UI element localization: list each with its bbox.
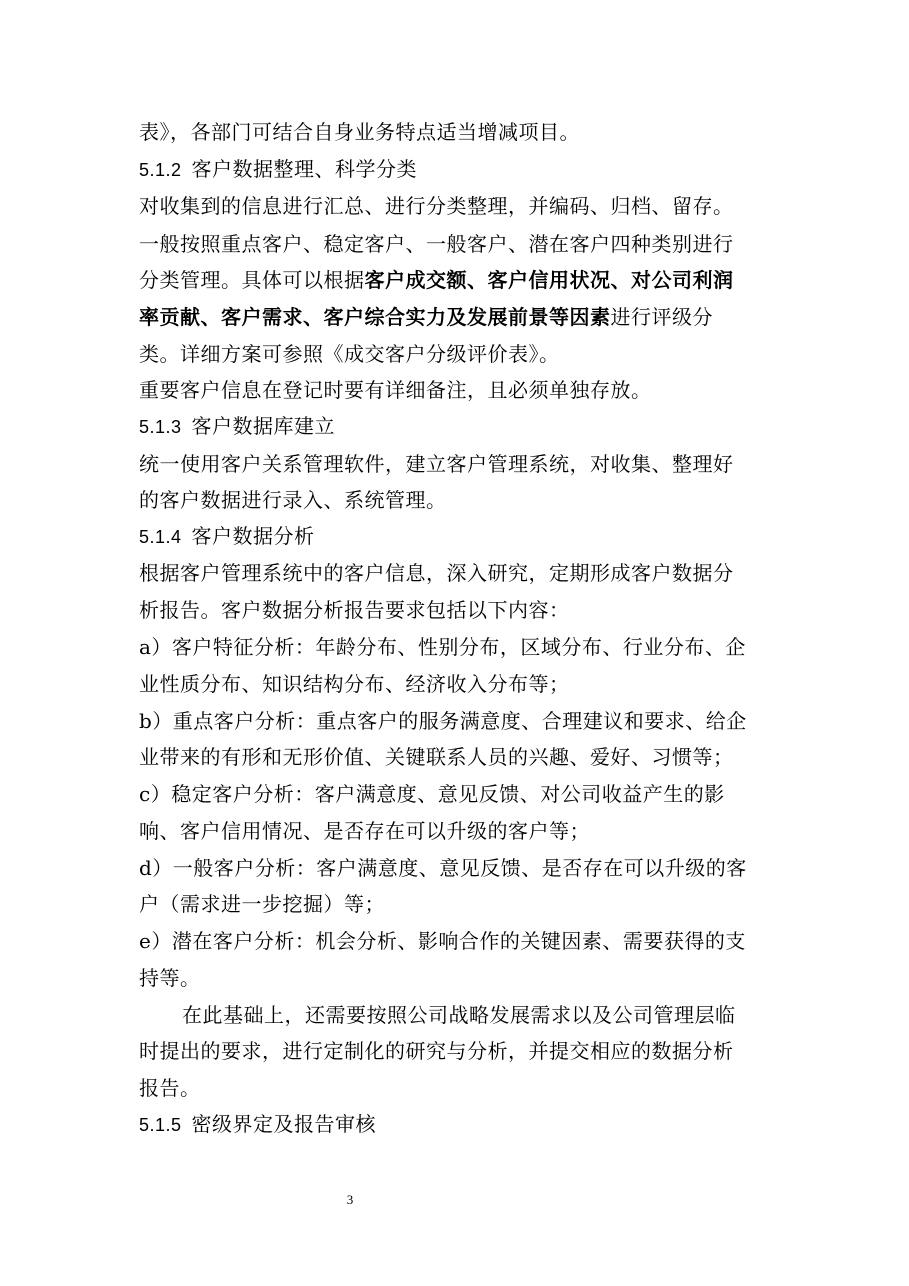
body-line: 业带来的有形和无形价值、关键联系人员的兴趣、爱好、习惯等； [139, 745, 734, 769]
section-heading-5-1-3 [139, 411, 335, 442]
section-title: 密级界定及报告审核 [191, 1112, 377, 1136]
body-line: 持等。 [139, 966, 201, 990]
section-heading-5-1-4 [139, 521, 315, 552]
section-title: 客户数据整理、科学分类 [191, 157, 418, 181]
body-line: 报告。 [139, 1076, 201, 1100]
body-line: 业性质分布、知识结构分布、经济收入分布等； [139, 672, 570, 696]
body-text: 分类管理。具体可以根据 [139, 268, 365, 292]
body-line: 的客户数据进行录入、系统管理。 [139, 488, 447, 512]
body-line: 统一使用客户关系管理软件，建立客户管理系统，对收集、整理好 [139, 452, 734, 476]
body-line: 在此基础上，还需要按照公司战略发展需求以及公司管理层临 [182, 1003, 736, 1027]
section-heading-5-1-2 [139, 154, 417, 185]
list-item-c: c）稳定客户分析：客户满意度、意见反馈、对公司收益产生的影 [139, 782, 725, 806]
list-item-a: a）客户特征分析：年龄分布、性别分布，区域分布、行业分布、企 [139, 635, 746, 659]
section-title: 客户数据库建立 [191, 414, 336, 438]
body-line: 重要客户信息在登记时要有详细备注，且必须单独存放。 [139, 378, 652, 402]
bold-text: 客户成交额、客户信用状况、对公司利润 [364, 268, 734, 292]
bold-text: 率贡献、客户需求、客户综合实力及发展前景等因素 [139, 305, 611, 329]
section-number: 5.1.2 [139, 160, 182, 180]
section-title: 客户数据分析 [191, 524, 315, 548]
section-number: 5.1.5 [139, 1115, 182, 1135]
body-line: 时提出的要求，进行定制化的研究与分析，并提交相应的数据分析 [139, 1039, 734, 1063]
body-line: 一般按照重点客户、稳定客户、一般客户、潜在客户四种类别进行 [139, 232, 734, 256]
body-line: 响、客户信用情况、是否存在可以升级的客户等； [139, 819, 590, 843]
list-item-e: e）潜在客户分析：机会分析、影响合作的关键因素、需要获得的支 [139, 929, 746, 953]
body-text: 进行评级分 [610, 305, 713, 329]
body-line: 析报告。客户数据分析报告要求包括以下内容： [139, 598, 570, 622]
body-line [139, 302, 713, 332]
body-line [139, 265, 734, 295]
list-item-d: d）一般客户分析：客户满意度、意见反馈、是否存在可以升级的客 [139, 856, 747, 880]
body-line: 户（需求进一步挖掘）等； [139, 892, 385, 916]
body-line: 根据客户管理系统中的客户信息，深入研究，定期形成客户数据分 [139, 561, 734, 585]
section-heading-5-1-5 [139, 1109, 376, 1140]
section-number: 5.1.3 [139, 417, 182, 437]
body-line: 表》，各部门可结合自身业务特点适当增减项目。 [139, 120, 580, 144]
body-line: 类。详细方案可参照《成交客户分级评价表》。 [139, 342, 560, 366]
section-number: 5.1.4 [139, 527, 182, 547]
page-number: 3 [346, 1192, 354, 1207]
body-line: 对收集到的信息进行汇总、进行分类整理，并编码、归档、留存。 [139, 194, 734, 218]
list-item-b: b）重点客户分析：重点客户的服务满意度、合理建议和要求、给企 [139, 709, 747, 733]
